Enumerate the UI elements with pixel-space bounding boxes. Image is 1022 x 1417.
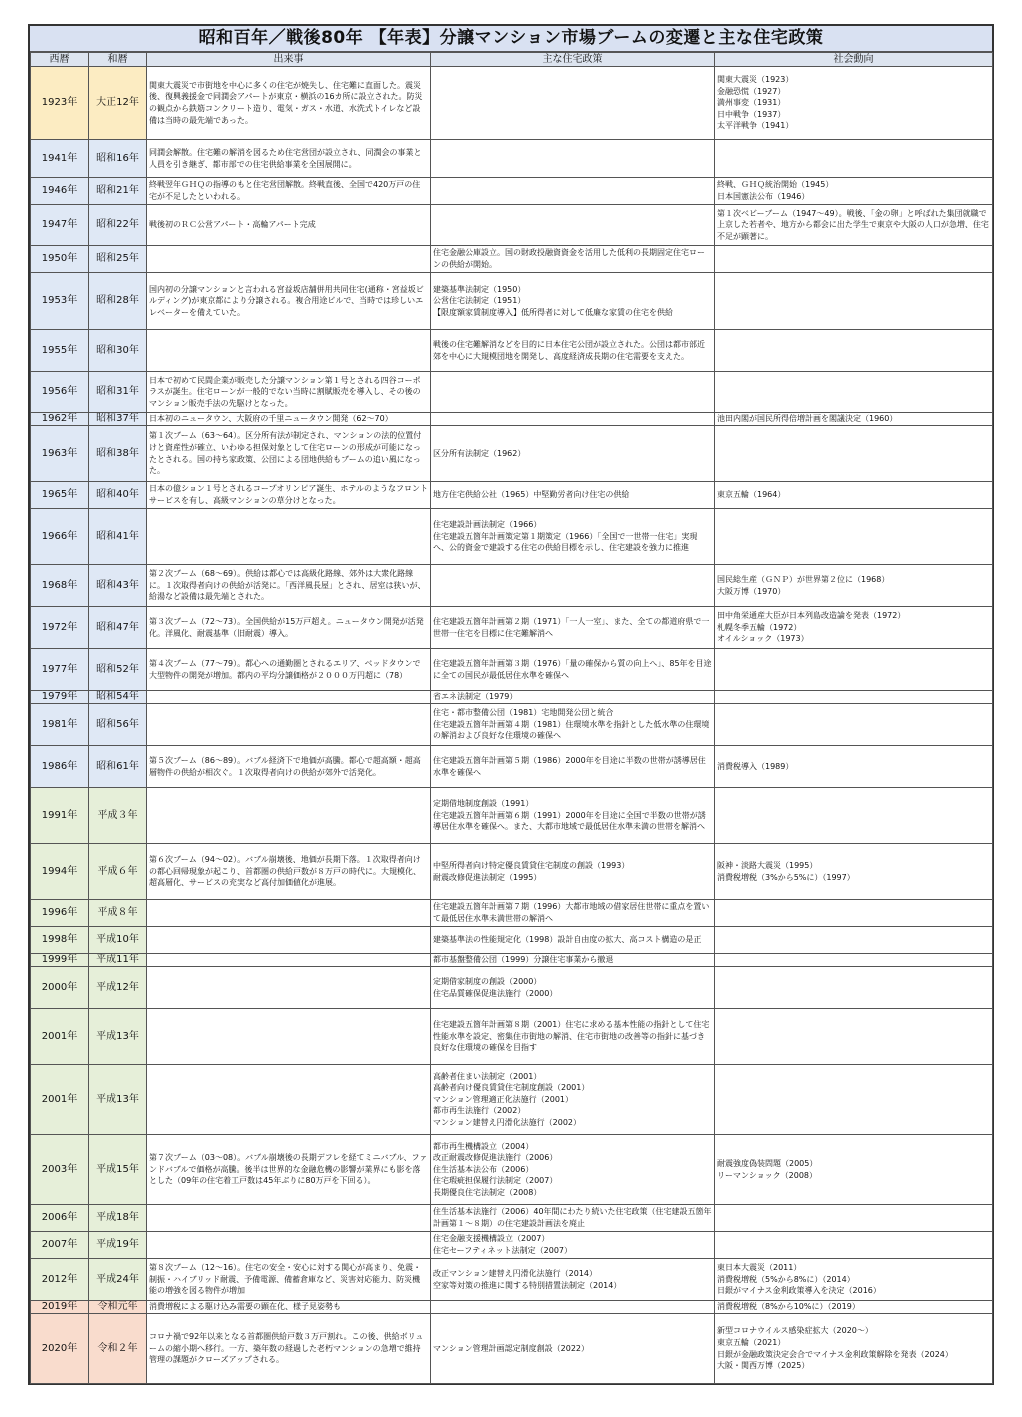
policy-cell: [431, 372, 715, 413]
era-cell: 平成11年: [89, 954, 147, 967]
era-cell: 昭和52年: [89, 649, 147, 691]
year-cell: 1962年: [31, 413, 89, 426]
table-row: [31, 1259, 993, 1301]
policy-cell: [431, 205, 715, 246]
social-trend-cell: [715, 246, 993, 273]
policy-cell: 地方住宅供給公社（1965）中堅勤労者向け住宅の供給: [431, 482, 715, 509]
social-trend-cell: [715, 509, 993, 565]
event-cell: [147, 954, 431, 967]
table-row: [31, 565, 993, 607]
social-trend-cell: [715, 1009, 993, 1065]
event-cell: 国内初の分譲マンションと言われる宮益坂店舗併用共同住宅(通称・宮益坂ビルディング)が東京都により分譲される。複合用途ビルで、当時では珍しいエレベーターを備えていた。: [147, 273, 431, 330]
policy-cell: 住宅建設五箇年計画第８期（2001）住宅に求める基本性能の指針として住宅性能水準を設定、密集住市街地の解消、住宅市街地の改善等の指針に基づき良好な住環境の確保を目指す: [431, 1009, 715, 1065]
event-cell: [147, 509, 431, 565]
event-cell: [147, 691, 431, 704]
event-cell: 第６次ブーム（94～02）。バブル崩壊後、地価が長期下落。１次取得者向けの都心回帰現象が起こり、首都圏の供給戸数が８万戸の時代に。大規模化、超高層化、サービスの充実など高付加価値化が進展。: [147, 844, 431, 900]
table-row: [31, 927, 993, 954]
social-trend-cell: 関東大震災（1923） 金融恐慌（1927） 満州事変（1931） 日中戦争（1937） 太平洋戦争（1941）: [715, 67, 993, 140]
timeline-table: [30, 52, 993, 1384]
table-row: [31, 1301, 993, 1314]
era-cell: 昭和56年: [89, 704, 147, 746]
year-cell: 2020年: [31, 1314, 89, 1384]
header-seireki: 西暦: [31, 53, 89, 67]
year-cell: 1946年: [31, 178, 89, 205]
header-row: [31, 53, 993, 67]
era-cell: 平成18年: [89, 1205, 147, 1232]
table-row: [31, 372, 993, 413]
table-row: [31, 178, 993, 205]
policy-cell: 建築基準法制定（1950） 公営住宅法制定（1951） 【限度額家賃制度導入】低所得者に対して低廉な家賃の住宅を供給: [431, 273, 715, 330]
policy-cell: 住宅建設五箇年計画第２期（1971）「一人一室」、また、全ての都道府県で一世帯一住宅を目標に住宅難解消へ: [431, 607, 715, 649]
event-cell: 戦後初のＲＣ公営アパート・高輪アパート完成: [147, 205, 431, 246]
year-cell: 2001年: [31, 1009, 89, 1065]
table-row: [31, 954, 993, 967]
table-row: [31, 746, 993, 788]
year-cell: 1941年: [31, 140, 89, 178]
event-cell: [147, 967, 431, 1009]
era-cell: 昭和22年: [89, 205, 147, 246]
era-cell: 昭和43年: [89, 565, 147, 607]
policy-cell: マンション管理計画認定制度創設（2022）: [431, 1314, 715, 1384]
era-cell: 昭和41年: [89, 509, 147, 565]
era-cell: 昭和31年: [89, 372, 147, 413]
era-cell: 平成３年: [89, 788, 147, 844]
era-cell: 昭和16年: [89, 140, 147, 178]
social-trend-cell: [715, 273, 993, 330]
year-cell: 1981年: [31, 704, 89, 746]
policy-cell: [431, 67, 715, 140]
event-cell: 日本で初めて民間企業が販売した分譲マンション第１号とされる四谷コーポラスが誕生。住宅ローンが一般的でない当時に割賦販売を導入し、その後のマンション販売手法の先駆けとなった。: [147, 372, 431, 413]
policy-cell: 住宅建設五箇年計画第５期（1986）2000年を目途に半数の世帯が誘導居住水準を確保へ: [431, 746, 715, 788]
era-cell: 令和２年: [89, 1314, 147, 1384]
era-cell: 昭和38年: [89, 426, 147, 482]
table-row: [31, 900, 993, 927]
event-cell: 消費増税による駆け込み需要の顕在化、様子見姿勢も: [147, 1301, 431, 1314]
era-cell: 大正12年: [89, 67, 147, 140]
event-cell: 関東大震災で市街地を中心に多くの住宅が焼失し、住宅難に直面した。震災後、復興義援金で同潤会アパートが東京・横浜の16カ所に設立された。防災の観点から鉄筋コンクリート造り、電気・ガス・水道、水洗式トイレなど設備は当時の最先端であった。: [147, 67, 431, 140]
era-cell: 平成13年: [89, 1065, 147, 1135]
table-row: [31, 691, 993, 704]
year-cell: 2006年: [31, 1205, 89, 1232]
policy-cell: 中堅所得者向け特定優良賃貸住宅制度の創設（1993） 耐震改修促進法制定（1995）: [431, 844, 715, 900]
year-cell: 1977年: [31, 649, 89, 691]
year-cell: 2000年: [31, 967, 89, 1009]
era-cell: 昭和54年: [89, 691, 147, 704]
social-trend-cell: 消費税導入（1989）: [715, 746, 993, 788]
year-cell: 1996年: [31, 900, 89, 927]
event-cell: [147, 1065, 431, 1135]
social-trend-cell: [715, 691, 993, 704]
social-trend-cell: [715, 330, 993, 372]
table-row: [31, 1232, 993, 1259]
social-trend-cell: 第１次ベビーブーム（1947～49）。戦後、「金の卵」と呼ばれた集団就職で上京した若者や、地方から都会に出た学生で東京や大阪の人口が急増、住宅不足が顕著に。: [715, 205, 993, 246]
era-cell: 昭和25年: [89, 246, 147, 273]
event-cell: 第８次ブーム（12～16）。住宅の安全・安心に対する関心が高まり、免震・制振・ハイブリッド耐震、予備電源、備蓄倉庫など、災害対応能力、防災機能の増強を図る物件が増加: [147, 1259, 431, 1301]
event-cell: [147, 788, 431, 844]
header-social-trends: 社会動向: [715, 53, 993, 67]
event-cell: 終戦翌年ＧＨＱの指導のもと住宅営団解散。終戦直後、全国で420万戸の住宅が不足したといわれる。: [147, 178, 431, 205]
policy-cell: 定期借地制度創設（1991） 住宅建設五箇年計画第６期（1991）2000年を目途に全国で半数の世帯が誘導居住水準を確保へ。また、大都市地域で最低居住水準未満の世帯を解消へ: [431, 788, 715, 844]
policy-cell: 改正マンション建替え円滑化法施行（2014） 空家等対策の推進に関する特別措置法制定（2014）: [431, 1259, 715, 1301]
table-row: [31, 482, 993, 509]
policy-cell: [431, 178, 715, 205]
table-row: [31, 330, 993, 372]
table-row: [31, 1009, 993, 1065]
era-cell: 平成６年: [89, 844, 147, 900]
year-cell: 1979年: [31, 691, 89, 704]
era-cell: 令和元年: [89, 1301, 147, 1314]
table-row: [31, 205, 993, 246]
social-trend-cell: 東日本大震災（2011） 消費税増税（5%から8%に）（2014） 日銀がマイナス金利政策導入を決定（2016）: [715, 1259, 993, 1301]
policy-cell: [431, 1301, 715, 1314]
year-cell: 1953年: [31, 273, 89, 330]
event-cell: [147, 246, 431, 273]
social-trend-cell: 耐震強度偽装問題（2005） リーマンショック（2008）: [715, 1135, 993, 1205]
table-row: [31, 704, 993, 746]
year-cell: 1963年: [31, 426, 89, 482]
era-cell: 昭和40年: [89, 482, 147, 509]
year-cell: 1965年: [31, 482, 89, 509]
social-trend-cell: 池田内閣が国民所得倍増計画を閣議決定（1960）: [715, 413, 993, 426]
table-row: [31, 1205, 993, 1232]
era-cell: 平成10年: [89, 927, 147, 954]
table-row: [31, 140, 993, 178]
header-housing-policy: 主な住宅政策: [431, 53, 715, 67]
timeline-sheet: [28, 24, 994, 1385]
social-trend-cell: [715, 649, 993, 691]
table-row: [31, 273, 993, 330]
year-cell: 1923年: [31, 67, 89, 140]
policy-cell: 省エネ法制定（1979）: [431, 691, 715, 704]
policy-cell: 住宅建設五箇年計画第３期（1976）「量の確保から質の向上へ」、85年を目途に全ての国民が最低居住水準を確保へ: [431, 649, 715, 691]
year-cell: 1986年: [31, 746, 89, 788]
policy-cell: 区分所有法制定（1962）: [431, 426, 715, 482]
policy-cell: 住宅建設五箇年計画第７期（1996）大都市地域の借家居住世帯に重点を置いて最低居住水準未満世帯の解消へ: [431, 900, 715, 927]
policy-cell: 都市基盤整備公団（1999）分譲住宅事業から撤退: [431, 954, 715, 967]
era-cell: 平成13年: [89, 1009, 147, 1065]
social-trend-cell: 終戦、ＧＨＱ統治開始（1945） 日本国憲法公布（1946）: [715, 178, 993, 205]
event-cell: [147, 330, 431, 372]
social-trend-cell: 新型コロナウイルス感染症拡大（2020～） 東京五輪（2021） 日銀が金融政策決定会合でマイナス金利政策解除を発表（2024） 大阪・関西万博（2025）: [715, 1314, 993, 1384]
table-row: [31, 967, 993, 1009]
event-cell: 第４次ブーム（77～79）。都心への通勤圏とされるエリア、ベッドタウンで大型物件の開発が増加。都内の平均分譲価格が２０００万円超に（78）: [147, 649, 431, 691]
event-cell: [147, 704, 431, 746]
policy-cell: 高齢者住まい法制定（2001） 高齢者向け優良賃貸住宅制度創設（2001） マンション管理適正化法施行（2001） 都市再生法施行（2002） マンション建替え円滑化法施行（2002）: [431, 1065, 715, 1135]
social-trend-cell: [715, 967, 993, 1009]
policy-cell: 住宅金融公庫設立。国の財政投融資資金を活用した低利の長期固定住宅ローンの供給が開始。: [431, 246, 715, 273]
era-cell: 昭和61年: [89, 746, 147, 788]
table-row: [31, 649, 993, 691]
event-cell: 日本の億ション１号とされるコープオリンピア誕生、ホテルのようなフロントサービスを有し、高級マンションの草分けとなった。: [147, 482, 431, 509]
social-trend-cell: [715, 927, 993, 954]
policy-cell: 住生活基本法施行（2006）40年間にわたり続いた住宅政策（住宅建設五箇年計画第１～８期）の住宅建設計画法を廃止: [431, 1205, 715, 1232]
event-cell: 第３次ブーム（72～73）。全国供給が15万戸超え。ニュータウン開発が活発化。洋風化、耐震基準（旧耐震）導入。: [147, 607, 431, 649]
event-cell: 第７次ブーム（03～08）。バブル崩壊後の長期デフレを経てミニバブル、ファンドバブルで価格が高騰。後半は世界的な金融危機の影響が業界にも影を落とした（09年の住宅着工戸数は45年ぶりに80万戸を下回る）。: [147, 1135, 431, 1205]
era-cell: 昭和21年: [89, 178, 147, 205]
table-row: [31, 1135, 993, 1205]
year-cell: 1956年: [31, 372, 89, 413]
event-cell: [147, 900, 431, 927]
year-cell: 1968年: [31, 565, 89, 607]
policy-cell: [431, 565, 715, 607]
social-trend-cell: [715, 426, 993, 482]
social-trend-cell: 東京五輪（1964）: [715, 482, 993, 509]
social-trend-cell: [715, 704, 993, 746]
event-cell: 第１次ブーム（63～64）。区分所有法が制定され、マンションの法的位置付けと資産性が確立、いわゆる担保対象として住宅ローンの形成が可能になったとされる。国の持ち家政策、公団による団地供給もブームの追い風になった。: [147, 426, 431, 482]
era-cell: 昭和47年: [89, 607, 147, 649]
table-row: [31, 509, 993, 565]
year-cell: 2007年: [31, 1232, 89, 1259]
table-row: [31, 788, 993, 844]
social-trend-cell: [715, 140, 993, 178]
event-cell: 第５次ブーム（86～89）。バブル経済下で地価が高騰。都心で超高額・超高層物件の供給が相次ぐ。１次取得者向けの供給が郊外で活発化。: [147, 746, 431, 788]
social-trend-cell: [715, 954, 993, 967]
year-cell: 1955年: [31, 330, 89, 372]
policy-cell: 住宅・都市整備公団（1981）宅地開発公団と統合 住宅建設五箇年計画第４期（1981）住環境水準を指針とした低水準の住環境の解消および良好な住環境の確保へ: [431, 704, 715, 746]
policy-cell: 住宅建設計画法制定（1966） 住宅建設五箇年計画策定第１期策定（1966）「全国で一世帯一住宅」実現へ、公的資金で建設する住宅の供給目標を示し、住宅建設を強力に推進: [431, 509, 715, 565]
policy-cell: 定期借家制度の創設（2000） 住宅品質確保促進法施行（2000）: [431, 967, 715, 1009]
policy-cell: 建築基準法の性能規定化（1998）設計自由度の拡大、高コスト構造の是正: [431, 927, 715, 954]
year-cell: 1947年: [31, 205, 89, 246]
era-cell: 昭和37年: [89, 413, 147, 426]
year-cell: 1950年: [31, 246, 89, 273]
year-cell: 2012年: [31, 1259, 89, 1301]
table-row: [31, 1314, 993, 1384]
year-cell: 2019年: [31, 1301, 89, 1314]
year-cell: 2001年: [31, 1065, 89, 1135]
social-trend-cell: [715, 1205, 993, 1232]
social-trend-cell: [715, 1232, 993, 1259]
page-title: 昭和百年／戦後80年 【年表】分譲マンション市場ブームの変遷と主な住宅政策: [30, 26, 992, 52]
header-wareki: 和暦: [89, 53, 147, 67]
era-cell: 昭和28年: [89, 273, 147, 330]
year-cell: 1999年: [31, 954, 89, 967]
table-row: [31, 844, 993, 900]
social-trend-cell: [715, 788, 993, 844]
year-cell: 1994年: [31, 844, 89, 900]
social-trend-cell: 国民総生産（ＧＮＰ）が世界第２位に（1968） 大阪万博（1970）: [715, 565, 993, 607]
event-cell: [147, 1232, 431, 1259]
social-trend-cell: 阪神・淡路大震災（1995） 消費税増税（3%から5%に）（1997）: [715, 844, 993, 900]
policy-cell: [431, 140, 715, 178]
year-cell: 1966年: [31, 509, 89, 565]
social-trend-cell: 消費税増税（8%から10%に）（2019）: [715, 1301, 993, 1314]
event-cell: 同潤会解散。住宅難の解消を図るため住宅営団が設立され、同潤会の事業と人員を引き継ぎ、都市部での住宅供給事業を全国展開に。: [147, 140, 431, 178]
table-row: [31, 1065, 993, 1135]
event-cell: [147, 927, 431, 954]
table-row: [31, 607, 993, 649]
era-cell: 平成８年: [89, 900, 147, 927]
era-cell: 平成15年: [89, 1135, 147, 1205]
social-trend-cell: [715, 1065, 993, 1135]
policy-cell: [431, 413, 715, 426]
era-cell: 平成12年: [89, 967, 147, 1009]
year-cell: 1972年: [31, 607, 89, 649]
social-trend-cell: [715, 900, 993, 927]
table-row: [31, 413, 993, 426]
event-cell: 日本初のニュータウン、大阪府の千里ニュータウン開発（62～70）: [147, 413, 431, 426]
event-cell: 第２次ブーム（68～69）。供給は都心では高級化路線、郊外は大衆化路線に。１次取得者向けの供給が活発に。「西洋風長屋」とされ、居室は狭いが、給湯など設備は最先端とされた。: [147, 565, 431, 607]
table-row: [31, 246, 993, 273]
table-row: [31, 426, 993, 482]
social-trend-cell: 田中角栄通産大臣が日本列島改造論を発表（1972） 札幌冬季五輪（1972） オイルショック（1973）: [715, 607, 993, 649]
era-cell: 平成19年: [89, 1232, 147, 1259]
event-cell: [147, 1205, 431, 1232]
era-cell: 昭和30年: [89, 330, 147, 372]
timeline-body: [31, 67, 993, 1384]
year-cell: 1991年: [31, 788, 89, 844]
social-trend-cell: [715, 372, 993, 413]
year-cell: 2003年: [31, 1135, 89, 1205]
event-cell: [147, 1009, 431, 1065]
policy-cell: 都市再生機構設立（2004） 改正耐震改修促進法施行（2006） 住生活基本法公布（2006） 住宅瑕疵担保履行法制定（2007） 長期優良住宅法制定（2008）: [431, 1135, 715, 1205]
year-cell: 1998年: [31, 927, 89, 954]
era-cell: 平成24年: [89, 1259, 147, 1301]
table-row: [31, 67, 993, 140]
header-events: 出来事: [147, 53, 431, 67]
policy-cell: 住宅金融支援機構設立（2007） 住宅セーフティネット法制定（2007）: [431, 1232, 715, 1259]
event-cell: コロナ禍で92年以来となる首都圏供給戸数３万戸割れ。この後、供給ボリュームの縮小期へ移行。一方、築年数の経過した老朽マンションの急増で維持管理の課題がクローズアップされる。: [147, 1314, 431, 1384]
policy-cell: 戦後の住宅難解消などを目的に日本住宅公団が設立された。公団は都市部近郊を中心に大規模団地を開発し、高度経済成長期の住宅需要を支えた。: [431, 330, 715, 372]
